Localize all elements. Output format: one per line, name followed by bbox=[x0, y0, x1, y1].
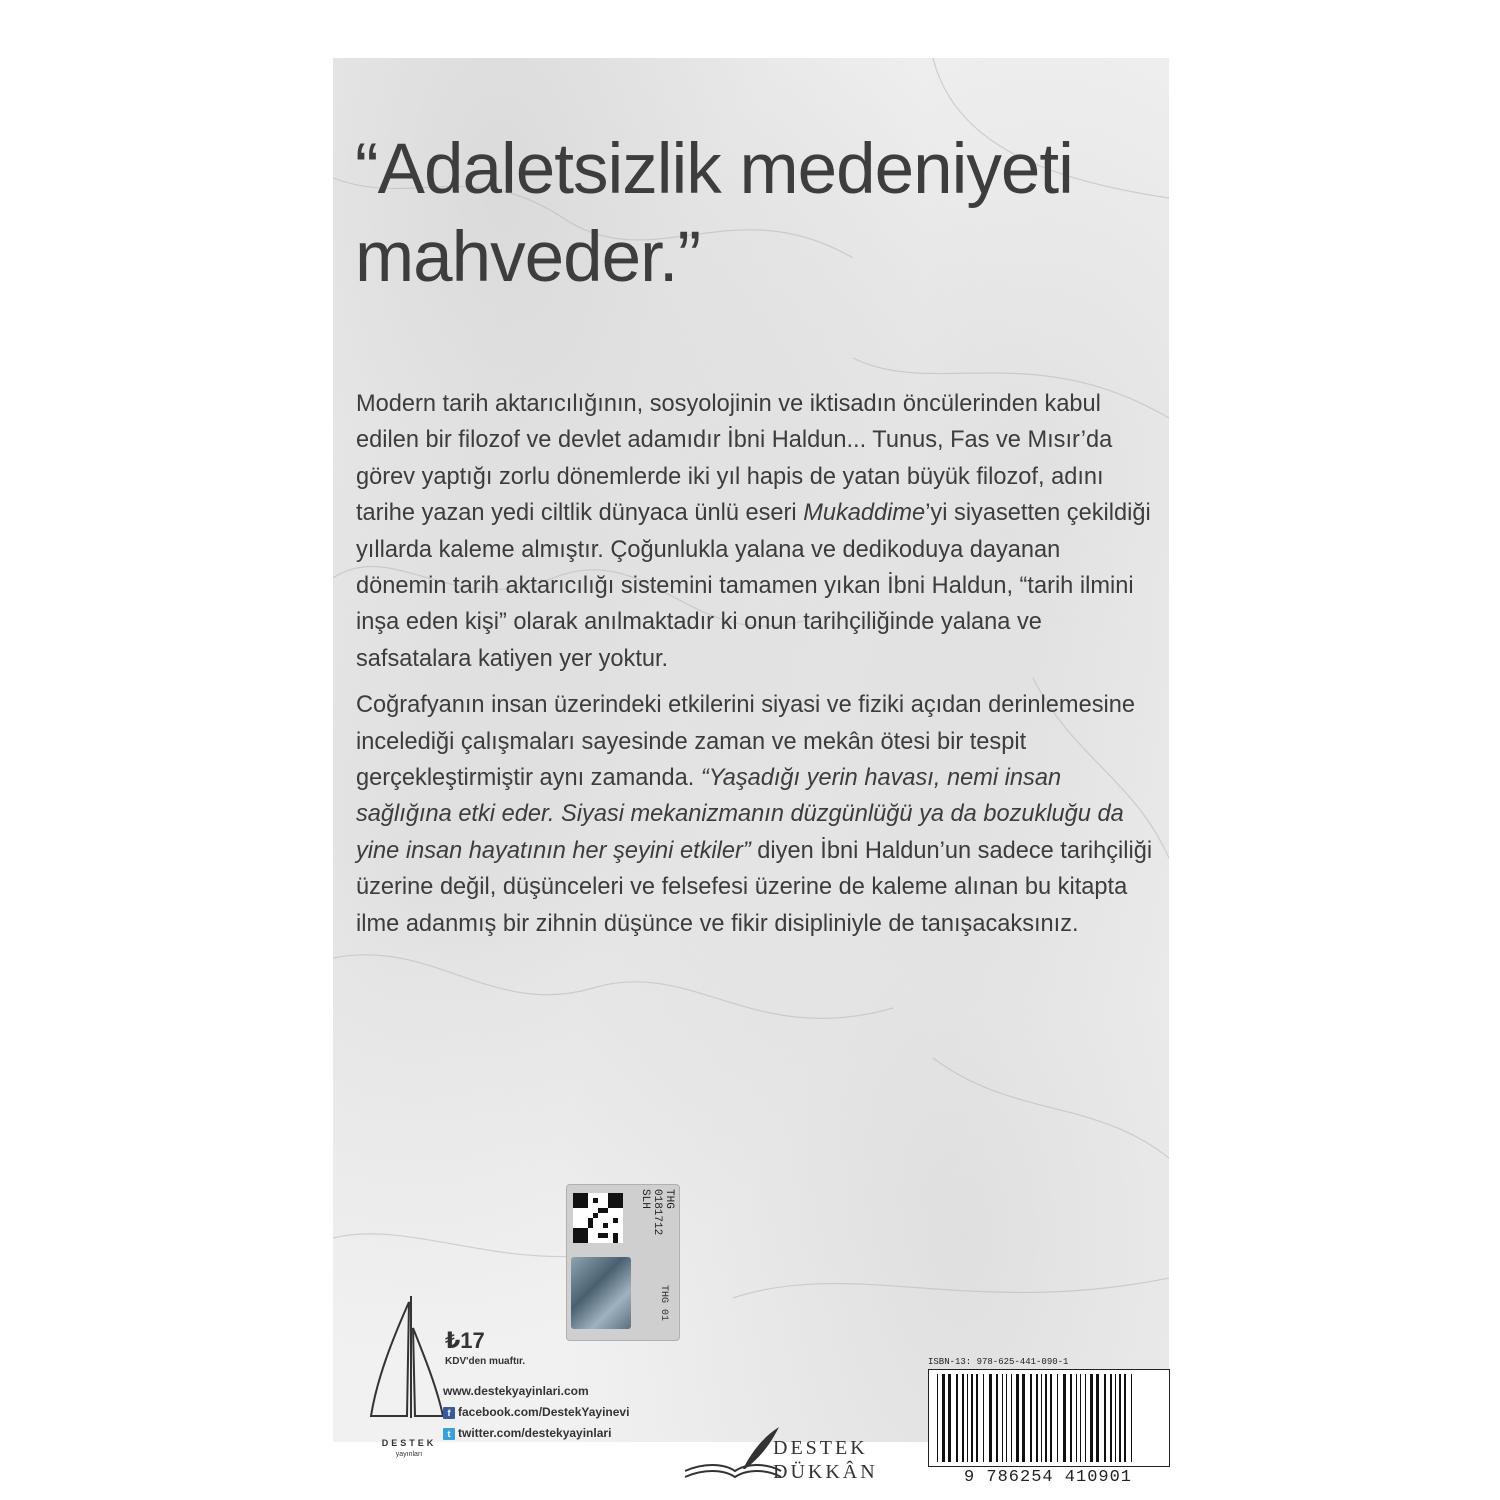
barcode-number: 9 786254 410901 bbox=[963, 1468, 1133, 1487]
barcode-bar bbox=[1063, 1374, 1066, 1462]
barcode-bar bbox=[1036, 1374, 1038, 1462]
barcode-bar bbox=[1050, 1374, 1052, 1462]
twitter-icon: t bbox=[443, 1428, 455, 1440]
barcode-bar bbox=[1041, 1374, 1042, 1462]
barcode-bar bbox=[1124, 1374, 1126, 1462]
barcode-bar bbox=[996, 1374, 998, 1462]
twitter-link[interactable]: t twitter.com/destekyayinlari bbox=[443, 1423, 629, 1444]
book-back-cover bbox=[333, 58, 1169, 1487]
publisher-subname: yayınları bbox=[395, 1451, 423, 1458]
open-book-feather-icon bbox=[683, 1423, 783, 1483]
sticker-serial: THG 0181712 SLH bbox=[639, 1189, 675, 1236]
barcode-bar bbox=[1085, 1374, 1086, 1462]
barcode-bar bbox=[1104, 1374, 1106, 1462]
sticker-serial-small: THG 01 bbox=[658, 1285, 669, 1322]
barcode-bar bbox=[1110, 1374, 1112, 1462]
isbn-barcode bbox=[928, 1369, 1170, 1467]
barcode-bar bbox=[971, 1374, 973, 1462]
barcode-bar bbox=[983, 1374, 984, 1462]
barcode-bar bbox=[1090, 1374, 1093, 1462]
destek-sail-logo-icon bbox=[363, 1288, 453, 1428]
inline-quote: “Yaşadığı yerin havası, nemi insan sağlığına etki eder. Siyasi mekanizmanın düzgünlüğü ya da bozukluğu da yine insan hayatının her şeyini etkiler” bbox=[356, 765, 1124, 864]
barcode-bar bbox=[1115, 1374, 1116, 1462]
vat-note: KDV'den muaftır. bbox=[445, 1356, 526, 1367]
publisher-name: DESTEK bbox=[381, 1438, 437, 1448]
barcode-bar bbox=[962, 1374, 964, 1462]
store-logo-text: DESTEK DÜKKÂN bbox=[773, 1437, 878, 1483]
barcode-bar bbox=[976, 1374, 978, 1462]
barcode-bar bbox=[989, 1374, 992, 1462]
book-description bbox=[356, 386, 1156, 942]
authenticity-sticker bbox=[566, 1184, 680, 1341]
barcode-bar bbox=[1002, 1374, 1003, 1462]
description-paragraph-2: Coğrafyanın insan üzerindeki etkilerini siyasi ve fiziki açıdan derinlemesine incelediği çalışmaları sayesinde zaman ve mekân ötesi bir tespit gerçekleştirmiştir aynı zamanda. “Yaşadığı yerin havası, nemi insan sağlığına etki eder. Siyasi mekanizmanın düzgünlüğü ya da bozukluğu da yine insan hayatının her şeyini etkiler” diyen İbni Haldun’un sadece tarihçiliği üzerine değil, düşünceleri ve felsefesi üzerine de kaleme alınan bu kitapta ilme adanmış bir zihnin düşünce ve fikir disipliniyle de tanışacaksınız. bbox=[356, 692, 1153, 937]
barcode-bar bbox=[1080, 1374, 1081, 1462]
barcode-bar bbox=[1119, 1374, 1121, 1462]
barcode-bar bbox=[942, 1374, 945, 1462]
barcode-bar bbox=[956, 1374, 958, 1462]
barcode-bar bbox=[948, 1374, 951, 1462]
cover-quote: “Adaletsizlik medeniyeti mahveder.” bbox=[355, 130, 1073, 297]
publisher-links bbox=[443, 1381, 629, 1444]
barcode-bar bbox=[1006, 1374, 1007, 1462]
barcode-bar bbox=[1030, 1374, 1032, 1462]
barcode-bar bbox=[937, 1374, 938, 1462]
isbn-label: ISBN-13: 978-625-441-090-1 bbox=[928, 1357, 1069, 1367]
barcode-bar bbox=[1016, 1374, 1019, 1462]
barcode-bar bbox=[1070, 1374, 1072, 1462]
barcode-bar bbox=[1057, 1374, 1058, 1462]
price: ₺17 bbox=[445, 1328, 485, 1353]
barcode-bar bbox=[967, 1374, 968, 1462]
barcode-bar bbox=[1076, 1374, 1077, 1462]
work-title: Mukaddime bbox=[803, 500, 926, 527]
qr-code bbox=[573, 1193, 623, 1243]
website-link[interactable]: www.destekyayinlari.com bbox=[443, 1384, 589, 1398]
barcode-bar bbox=[1045, 1374, 1047, 1462]
barcode-bar bbox=[1022, 1374, 1025, 1462]
hologram bbox=[571, 1257, 631, 1329]
facebook-link[interactable]: f facebook.com/DestekYayinevi bbox=[443, 1402, 629, 1423]
barcode-bar bbox=[1011, 1374, 1012, 1462]
description-paragraph-1: Modern tarih aktarıcılığının, sosyolojinin ve iktisadın öncülerinden kabul edilen bir filozof ve devlet adamıdır İbni Haldun... Tunus, Fas ve Mısır’da görev yaptığı zorlu dönemlerde iki yıl hapis de yatan büyük filozof, adını tarihe yazan yedi ciltlik dünyaca ünlü eseri Mukaddime’yi siyasetten çekildiği yıllarda kaleme almıştır. Çoğunlukla yalana ve dedikoduya dayanan dönemin tarih aktarıcılığı sistemini tamamen yıkan İbni Haldun, “tarih ilmini inşa eden kişi” olarak anılmaktadır ki onun tarihçiliğinde yalana ve safsatalara katiyen yer yoktur. bbox=[356, 391, 1151, 672]
barcode-bar bbox=[1096, 1374, 1099, 1462]
facebook-icon: f bbox=[443, 1407, 455, 1419]
barcode-bar bbox=[1131, 1374, 1132, 1462]
